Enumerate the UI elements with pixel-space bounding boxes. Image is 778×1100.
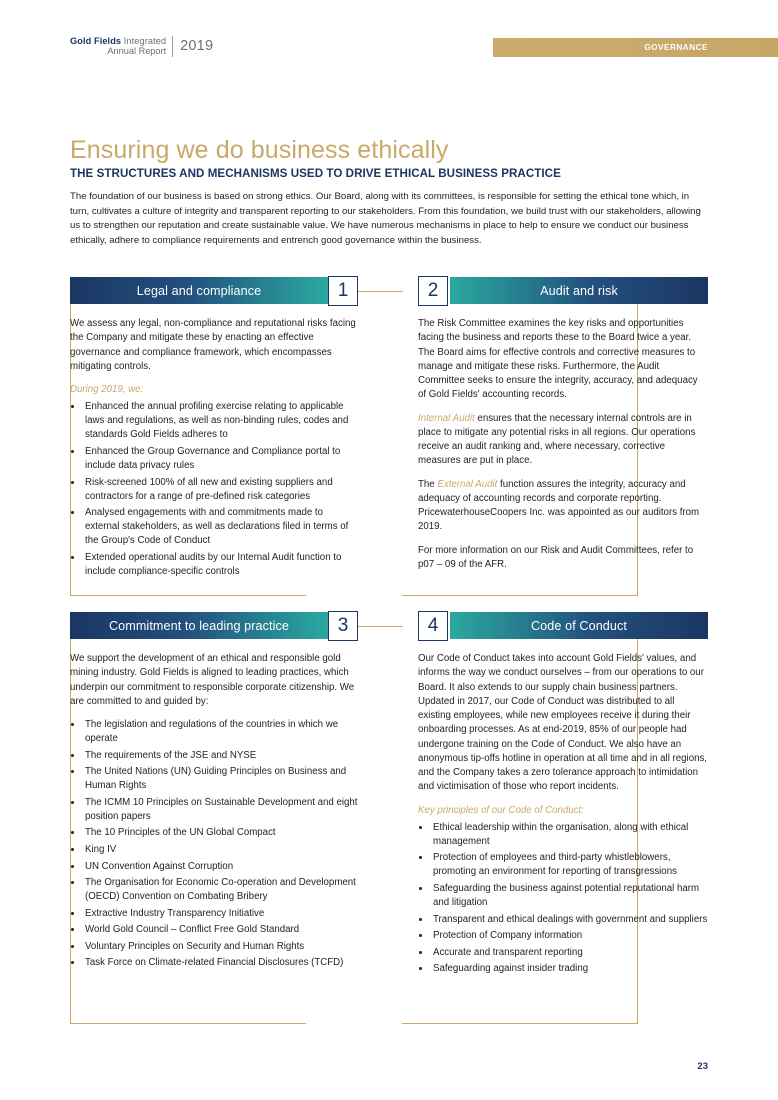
list-item: • Protection of employees and third-party whistleblowers, promoting an environment for reporting of transgressions	[431, 851, 708, 879]
panel-2-paragraph-2: Internal Audit ensures that the necessary internal controls are in place to mitigate any potential risks in all regions. Our operations receive an audit ranking and, where necessary, corrective measures are put in place.	[418, 412, 696, 467]
panel-1-paragraph-1: We assess any legal, non-compliance and reputational risks facing the Company and mitigate these by enacting an effective governance and compliance framework, which encompasses mitigating controls.	[70, 318, 356, 372]
intro-paragraph: The foundation of our business is based on strong ethics. Our Board, along with its committees, is responsible for setting the ethical tone which, in turn, cultivates a culture of integrity and transparent reporting to our stakeholders. From this foundation, we build trust with our stakeholders, allowing us to strengthen our reputation and create sustainable value. We have numerous mechanisms in place to help to ensure we conduct our business ethically, adhere to compliance requirements and entrench good governance within the business.	[70, 191, 701, 246]
panel-3-body	[70, 652, 360, 971]
panel-2-paragraph-1: The Risk Committee examines the key risks and opportunities facing the business and reports these to the Board twice a year. The Board aims for effective controls and corrective measures to manage and mitigate these risks. Furthermore, the Audit Committee seeks to ensure the integrity, accuracy, and adequacy of Gold Fields' accounting records.	[418, 318, 698, 401]
panel-2-header-bar	[450, 277, 708, 304]
panel-commitment-to-leading-practice	[70, 612, 360, 973]
company-logo	[70, 36, 213, 57]
panel-3-header-bar	[70, 612, 328, 639]
page-title: Ensuring we do business ethically	[70, 136, 449, 164]
page-number: 23	[697, 1061, 708, 1072]
list-item: • The requirements of the JSE and NYSE	[83, 749, 360, 763]
panel-audit-and-risk	[418, 277, 708, 581]
logo-line-two: Annual Report	[107, 46, 167, 57]
panel-1-header-bar	[70, 277, 328, 304]
list-item: • Analysed engagements with and commitments made to external stakeholders, as well as declarations filed in terms of the Group's Code of Conduct	[83, 506, 360, 548]
list-item: • The 10 Principles of the UN Global Compact	[83, 826, 360, 840]
panel-legal-and-compliance	[70, 277, 360, 582]
panel-4-body	[418, 652, 708, 976]
panel-2-paragraph-4: For more information on our Risk and Audit Committees, refer to p07 – 09 of the AFR.	[418, 544, 694, 570]
list-item: • Accurate and transparent reporting	[431, 946, 708, 960]
list-item: • The ICMM 10 Principles on Sustainable Development and eight position papers	[83, 796, 360, 824]
panel-3-paragraph-1: We support the development of an ethical and responsible gold mining industry. Gold Fields is aligned to leading practices, which underpin our commitment to responsible corporate citizenship. We are committed to and guided by:	[70, 653, 355, 707]
list-item: • Voluntary Principles on Security and Human Rights	[83, 940, 360, 954]
external-audit-emphasis: External Audit	[437, 478, 498, 490]
panel-4-paragraph-1: Our Code of Conduct takes into account Gold Fields' values, and informs the way we conduct ourselves – from our operations to our Board. It also extends to our supply chain business partners. Updated in 2017, our Code of Conduct was distributed to all existing employees, while new employees receive it during their onboarding processes. As at end-2019, 85% of our people had undergone training on the Code of Conduct. We also have an anonymous tip-offs hotline in operation at all time and in all regions, and the Company takes a zero tolerance approach to intimidation and victimisation of those who report incidents.	[418, 653, 708, 793]
list-item: • King IV	[83, 843, 360, 857]
list-item: • Task Force on Climate-related Financial Disclosures (TCFD)	[83, 956, 360, 970]
logo-text	[70, 36, 173, 57]
list-item: • The United Nations (UN) Guiding Principles on Business and Human Rights	[83, 765, 360, 793]
list-item: • World Gold Council – Conflict Free Gold Standard	[83, 923, 360, 937]
list-item: • Enhanced the annual profiling exercise relating to applicable laws and regulations, as well as non-binding rules, codes and standards Gold Fields adheres to	[83, 400, 360, 442]
panel-code-of-conduct	[418, 612, 708, 979]
panel-4-bullet-list	[418, 821, 708, 977]
section-tab-governance	[493, 38, 778, 57]
list-item: • The legislation and regulations of the countries in which we operate	[83, 718, 360, 746]
panel-2-number: 2	[418, 276, 448, 306]
panel-1-list-lead: During 2019, we:	[70, 384, 144, 395]
panel-1-number: 1	[328, 276, 358, 306]
logo-company-name: Gold Fields	[70, 36, 122, 46]
list-item: • Enhanced the Group Governance and Compliance portal to include data privacy rules	[83, 445, 360, 473]
panel-2-paragraph-3: The External Audit function assures the integrity, accuracy and adequacy of accounting records and corporate reporting. PricewaterhouseCoopers Inc. was appointed as our auditors from 2019.	[418, 478, 700, 533]
panel-1-title: Legal and compliance	[136, 283, 262, 298]
page-header	[0, 38, 778, 60]
panel-3-number: 3	[328, 611, 358, 641]
list-item: • Protection of Company information	[431, 929, 708, 943]
section-tab-label: GOVERNANCE	[644, 42, 708, 52]
list-item: • Safeguarding against insider trading	[431, 962, 708, 976]
list-item: • Risk-screened 100% of all new and existing suppliers and contractors for a range of pre-defined risk categories	[83, 476, 360, 504]
list-item: • Ethical leadership within the organisation, along with ethical management	[431, 821, 708, 849]
list-item: • Extractive Industry Transparency Initiative	[83, 907, 360, 921]
panel-4-list-lead: Key principles of our Code of Conduct:	[418, 804, 584, 816]
connector-line-top	[358, 291, 403, 292]
report-year: 2019	[180, 38, 214, 55]
logo-integrated-word: Integrated	[121, 36, 167, 46]
panel-2-body	[418, 317, 708, 572]
panel-4-number: 4	[418, 611, 448, 641]
list-item: • Safeguarding the business against potential reputational harm and litigation	[431, 882, 708, 910]
panel-3-bullet-list	[70, 718, 360, 971]
connector-line-bottom	[358, 626, 403, 627]
panel-4-title: Code of Conduct	[530, 618, 627, 633]
internal-audit-emphasis: Internal Audit	[418, 412, 475, 424]
logo-line-one	[70, 36, 166, 46]
list-item: • Transparent and ethical dealings with government and suppliers	[431, 913, 708, 927]
list-item: • The Organisation for Economic Co-operation and Development (OECD) Convention on Combating Bribery	[83, 876, 360, 904]
panel-4-header-bar	[450, 612, 708, 639]
panel-1-body	[70, 317, 360, 579]
panel-1-bullet-list	[70, 400, 360, 579]
panel-3-title: Commitment to leading practice	[108, 618, 290, 633]
page-subtitle: THE STRUCTURES AND MECHANISMS USED TO DRIVE ETHICAL BUSINESS PRACTICE	[70, 167, 561, 180]
list-item: • Extended operational audits by our Internal Audit function to include compliance-specific controls	[83, 551, 360, 579]
panel-2-title: Audit and risk	[540, 283, 618, 298]
list-item: • UN Convention Against Corruption	[83, 860, 360, 874]
